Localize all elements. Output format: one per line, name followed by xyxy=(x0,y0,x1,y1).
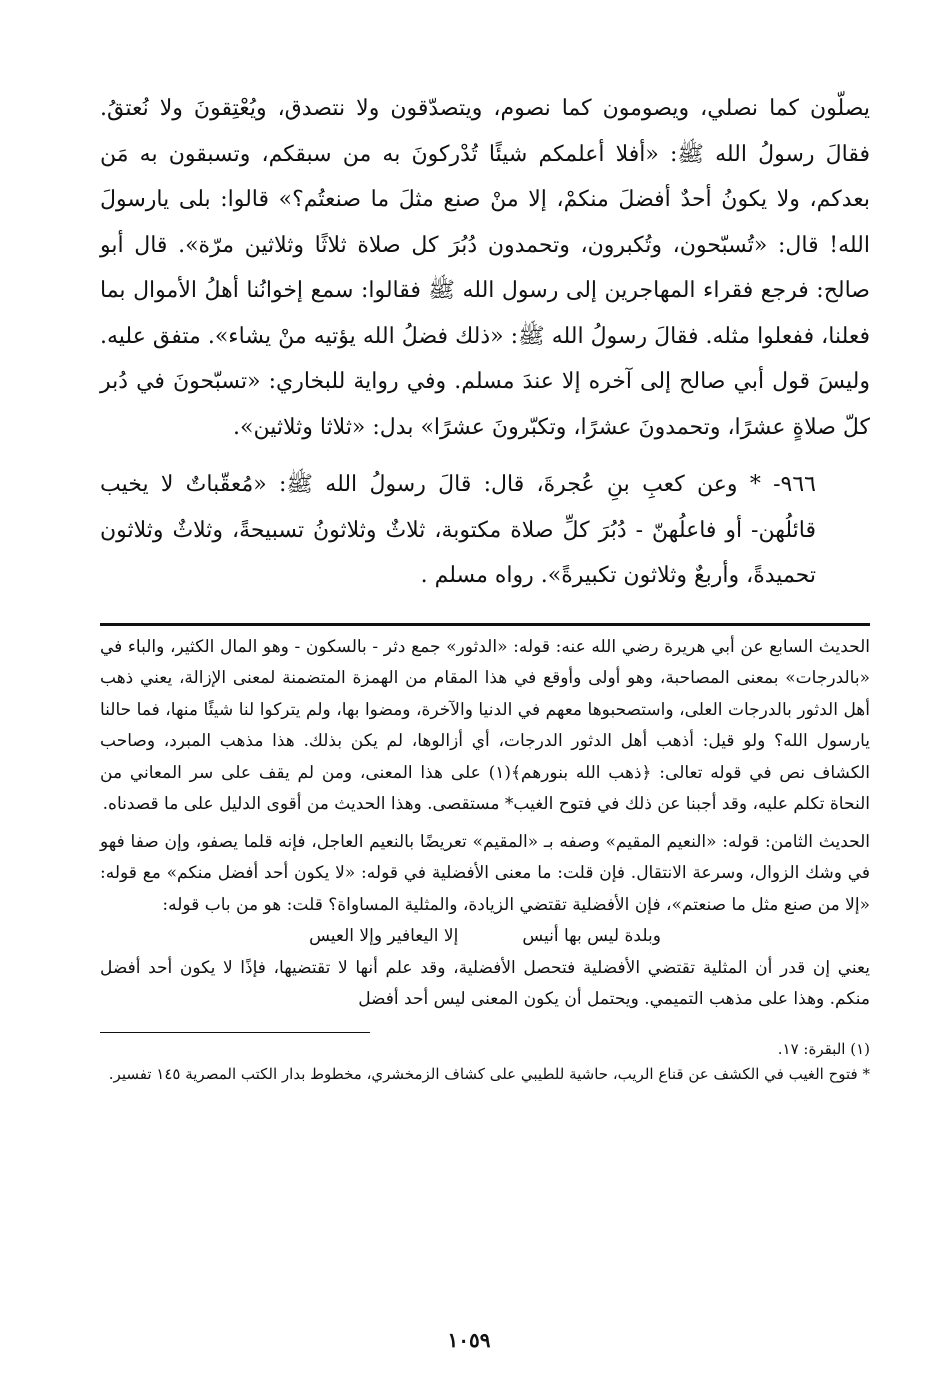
commentary-section xyxy=(100,632,870,1016)
main-paragraph: يصلّون كما نصلي، ويصومون كما نصوم، ويتصدّقون ولا نتصدق، ويُعْتِقونَ ولا نُعتقُ. فقالَ رسولُ الله ﷺ: «أفلا أعلمكم شيئًا تُدْركونَ به من سبقكم، وتسبقون به مَن بعدكم، ولا يكونُ أحدٌ أفضلَ منكمْ، إلا منْ صنع مثلَ ما صنعتُم؟» قالوا: بلى يارسولَ الله! قال: «تُسبّحون، وتُكبرون، وتحمدون دُبُرَ كل صلاة ثلاثًا وثلاثين مرّة». قال أبو صالح: فرجع فقراء المهاجرين إلى رسول الله ﷺ فقالوا: سمع إخوانُنا أهلُ الأموال بما فعلنا، ففعلوا مثله. فقالَ رسولُ الله ﷺ: «ذلك فضلُ الله يؤتيه منْ يشاء». متفق عليه. وليسَ قول أبي صالح إلى آخره إلا عندَ مسلم. وفي رواية للبخاري: «تسبّحونَ في دُبر كلّ صلاةٍ عشرًا، وتحمدونَ عشرًا، وتكبّرونَ عشرًا» بدل: «ثلاثا وثلاثين». xyxy=(100,96,870,440)
main-text xyxy=(100,86,870,599)
verse-second-hemistich: إلا اليعافير وإلا العيس xyxy=(309,926,459,946)
poetry-verse xyxy=(100,921,870,953)
book-page xyxy=(100,86,870,1087)
commentary-divider xyxy=(100,623,870,626)
footnotes xyxy=(100,1037,870,1087)
footnote-star: * فتوح الغيب في الكشف عن قناع الريب، حاشية للطيبي على كشاف الزمخشري، مخطوط بدار الكتب المصرية ١٤٥ تفسير. xyxy=(108,1064,870,1083)
commentary-continuation: يعني إن قدر أن المثلية تقتضي الأفضلية فتحصل الأفضلية، وقد علم أنها لا تقتضيها، فإذًا لا يكون أحد أفضل منكم. وهذا على مذهب التميمي. ويحتمل أن يكون المعنى ليس أحد أفضل xyxy=(100,957,870,1009)
verse-first-hemistich: وبلدة ليس بها أنيس xyxy=(522,926,661,946)
hadith-966-paragraph: ٩٦٦- * وعن كعبِ بنِ عُجرةَ، قال: قالَ رسولُ الله ﷺ: «مُعقّباتٌ لا يخيب قائلُهن- أو فاعلُهنّ - دُبُرَ كلِّ صلاة مكتوبة، ثلاثٌ وثلاثونُ تسبيحةً، وثلاثٌ وثلاثون تحميدةً، وأربعٌ وثلاثون تكبيرةً». رواه مسلم . xyxy=(100,472,816,588)
footnote-1: (١) البقرة: ١٧. xyxy=(777,1039,870,1058)
footnote-divider xyxy=(100,1032,370,1033)
commentary-hadith-7: الحديث السابع عن أبي هريرة رضي الله عنه: قوله: «الدثور» جمع دثر - بالسكون - وهو المال الكثير، والباء في «بالدرجات» بمعنى المصاحبة، وهو أولى وأوقع في هذا المقام من الهمزة المتضمنة لمعنى الإزالة، يعني ذهب أهل الدثور بالدرجات العلى، واستصحبوها معهم في الدنيا والآخرة، ومضوا بها، ولم يتركوا لنا شيئًا منها، فما حالنا يارسول الله؟ ولو قيل: أذهب أهل الدثور الدرجات، أي أزالوها، لم يكن بذلك. هذا مذهب المبرد، وصاحب الكشاف نص في قوله تعالى: ﴿ذهب الله بنورهم﴾(١) على هذا المعنى، ومن لم يقف على سر المعاني من النحاة تكلم عليه، وقد أجبنا عن ذلك في فتوح الغيب* مستقصى. وهذا الحديث من أقوى الدليل على ما قصدناه. xyxy=(100,636,871,814)
page-number: ١٠٥٩ xyxy=(447,1328,491,1352)
commentary-hadith-8: الحديث الثامن: قوله: «النعيم المقيم» وصفه بـ «المقيم» تعريضًا بالنعيم العاجل، فإنه قلما يصفو، وإن صفا فهو في وشك الزوال، وسرعة الانتقال. فإن قلت: ما معنى الأفضلية في قوله: «لا يكون أحد أفضل منكم» مع قوله: «إلا من صنع مثل ما صنعتم»، فإن الأفضلية تقتضي الزيادة، والمثلية المساواة؟ قلت: هو من باب قوله: xyxy=(100,831,870,915)
